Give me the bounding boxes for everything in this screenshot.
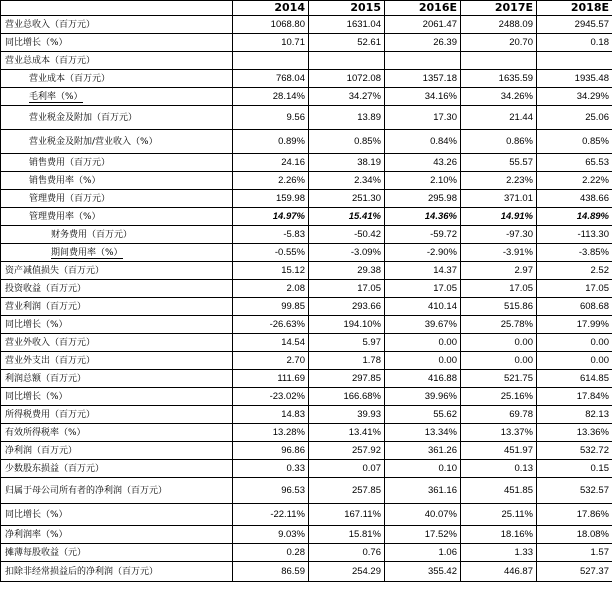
value-cell: 1635.59 — [461, 70, 537, 88]
table-row — [1, 34, 612, 52]
value-cell: 55.62 — [385, 406, 461, 424]
row-label — [1, 298, 233, 316]
row-label-text: 营业外收入（百万元） — [5, 337, 96, 348]
value-cell: 13.34% — [385, 424, 461, 442]
value-cell: 0.33 — [233, 460, 309, 478]
row-label-text: 扣除非经常损益后的净利润（百万元） — [5, 566, 159, 577]
value-cell: 9.03% — [233, 526, 309, 544]
value-cell: 15.12 — [233, 262, 309, 280]
table-row — [1, 16, 612, 34]
row-label — [1, 442, 233, 460]
value-cell — [309, 52, 385, 70]
row-label — [1, 504, 233, 526]
value-cell: 295.98 — [385, 190, 461, 208]
value-cell: -22.11% — [233, 504, 309, 526]
value-cell: 5.97 — [309, 334, 385, 352]
value-cell: 96.86 — [233, 442, 309, 460]
value-cell: 532.57 — [537, 478, 612, 504]
value-cell: 34.16% — [385, 88, 461, 106]
row-label-text: 管理费用率（%） — [29, 211, 101, 222]
value-cell: 166.68% — [309, 388, 385, 406]
row-label — [1, 262, 233, 280]
value-cell: 17.99% — [537, 316, 612, 334]
value-cell: -23.02% — [233, 388, 309, 406]
value-cell: 2488.09 — [461, 16, 537, 34]
value-cell: 768.04 — [233, 70, 309, 88]
value-cell: 0.10 — [385, 460, 461, 478]
value-cell: 34.29% — [537, 88, 612, 106]
value-cell: 14.54 — [233, 334, 309, 352]
header-blank-cell — [1, 1, 233, 16]
value-cell: 1.33 — [461, 544, 537, 562]
value-cell — [461, 52, 537, 70]
row-label-text: 销售费用率（%） — [29, 175, 101, 186]
value-cell: 86.59 — [233, 562, 309, 582]
value-cell: 14.36% — [385, 208, 461, 226]
row-label — [1, 172, 233, 190]
value-cell: 69.78 — [461, 406, 537, 424]
row-label — [1, 190, 233, 208]
value-cell: 0.13 — [461, 460, 537, 478]
row-label-text: 同比增长（%） — [5, 509, 68, 520]
row-label-text: 净利润率（%） — [5, 529, 68, 540]
value-cell: 15.81% — [309, 526, 385, 544]
value-cell: 2.52 — [537, 262, 612, 280]
value-cell: 17.52% — [385, 526, 461, 544]
value-cell: 40.07% — [385, 504, 461, 526]
header-row — [1, 1, 612, 16]
value-cell: 10.71 — [233, 34, 309, 52]
row-label-text: 少数股东损益（百万元） — [5, 463, 105, 474]
row-label-text: 期间费用率（%） — [51, 247, 123, 258]
value-cell: 251.30 — [309, 190, 385, 208]
table-row — [1, 172, 612, 190]
row-label-text: 管理费用（百万元） — [29, 193, 111, 204]
value-cell: 0.00 — [461, 352, 537, 370]
value-cell: 355.42 — [385, 562, 461, 582]
value-cell: 2.10% — [385, 172, 461, 190]
value-cell: 17.05 — [461, 280, 537, 298]
value-cell: -50.42 — [309, 226, 385, 244]
row-label-text: 毛利率（%） — [29, 91, 83, 102]
value-cell: 293.66 — [309, 298, 385, 316]
value-cell: 257.92 — [309, 442, 385, 460]
row-label-text: 营业总成本（百万元） — [5, 55, 96, 66]
value-cell: 1935.48 — [537, 70, 612, 88]
year-header: 2014 — [233, 1, 309, 16]
table-row — [1, 106, 612, 130]
value-cell: 0.76 — [309, 544, 385, 562]
row-label-text: 投资收益（百万元） — [5, 283, 87, 294]
value-cell: 2.70 — [233, 352, 309, 370]
row-label-text: 营业成本（百万元） — [29, 73, 111, 84]
value-cell: 17.05 — [385, 280, 461, 298]
value-cell: -0.55% — [233, 244, 309, 262]
value-cell: 111.69 — [233, 370, 309, 388]
value-cell: 521.75 — [461, 370, 537, 388]
table-row — [1, 442, 612, 460]
table-row — [1, 406, 612, 424]
value-cell: 38.19 — [309, 154, 385, 172]
row-label — [1, 460, 233, 478]
value-cell: 416.88 — [385, 370, 461, 388]
table-row — [1, 370, 612, 388]
value-cell: -59.72 — [385, 226, 461, 244]
row-label — [1, 478, 233, 504]
value-cell: 254.29 — [309, 562, 385, 582]
table-row — [1, 352, 612, 370]
row-label-text: 净利润（百万元） — [5, 445, 78, 456]
row-label-text: 所得税费用（百万元） — [5, 409, 96, 420]
value-cell: 28.14% — [233, 88, 309, 106]
value-cell: 527.37 — [537, 562, 612, 582]
value-cell: 13.41% — [309, 424, 385, 442]
row-label-text: 营业利润（百万元） — [5, 301, 87, 312]
row-label — [1, 244, 233, 262]
value-cell: 17.05 — [309, 280, 385, 298]
value-cell: 167.11% — [309, 504, 385, 526]
value-cell: 34.27% — [309, 88, 385, 106]
row-label — [1, 16, 233, 34]
row-label-text: 销售费用（百万元） — [29, 157, 111, 168]
value-cell: 532.72 — [537, 442, 612, 460]
value-cell: 13.28% — [233, 424, 309, 442]
row-label — [1, 424, 233, 442]
table-row — [1, 504, 612, 526]
row-label — [1, 352, 233, 370]
value-cell: 9.56 — [233, 106, 309, 130]
value-cell: 1.57 — [537, 544, 612, 562]
value-cell — [537, 52, 612, 70]
value-cell: -97.30 — [461, 226, 537, 244]
value-cell: 371.01 — [461, 190, 537, 208]
value-cell: 39.93 — [309, 406, 385, 424]
row-label — [1, 52, 233, 70]
value-cell: 159.98 — [233, 190, 309, 208]
value-cell: 13.37% — [461, 424, 537, 442]
value-cell: 0.00 — [385, 352, 461, 370]
value-cell: 194.10% — [309, 316, 385, 334]
value-cell: 0.00 — [537, 334, 612, 352]
table-row — [1, 526, 612, 544]
year-header: 2018E — [537, 1, 612, 16]
value-cell: -113.30 — [537, 226, 612, 244]
value-cell: 18.16% — [461, 526, 537, 544]
value-cell: 515.86 — [461, 298, 537, 316]
table-row — [1, 388, 612, 406]
table-row — [1, 154, 612, 172]
value-cell: 0.86% — [461, 130, 537, 154]
value-cell: 17.05 — [537, 280, 612, 298]
value-cell: 21.44 — [461, 106, 537, 130]
value-cell: 297.85 — [309, 370, 385, 388]
row-label — [1, 406, 233, 424]
value-cell: 52.61 — [309, 34, 385, 52]
row-label-text: 摊薄每股收益（元） — [5, 547, 87, 558]
value-cell: 99.85 — [233, 298, 309, 316]
row-label — [1, 130, 233, 154]
value-cell — [385, 52, 461, 70]
value-cell: 0.85% — [537, 130, 612, 154]
value-cell: 1072.08 — [309, 70, 385, 88]
row-label — [1, 226, 233, 244]
value-cell: 25.78% — [461, 316, 537, 334]
value-cell: 361.26 — [385, 442, 461, 460]
table-row — [1, 130, 612, 154]
table-row — [1, 208, 612, 226]
value-cell: -3.09% — [309, 244, 385, 262]
value-cell: 451.97 — [461, 442, 537, 460]
value-cell: 0.00 — [385, 334, 461, 352]
row-label — [1, 562, 233, 582]
value-cell: -3.91% — [461, 244, 537, 262]
value-cell: 18.08% — [537, 526, 612, 544]
table-row — [1, 190, 612, 208]
value-cell: 0.15 — [537, 460, 612, 478]
table-row — [1, 478, 612, 504]
row-label-text: 同比增长（%） — [5, 391, 68, 402]
row-label — [1, 544, 233, 562]
value-cell: 25.16% — [461, 388, 537, 406]
row-label — [1, 526, 233, 544]
row-label — [1, 316, 233, 334]
value-cell: 17.86% — [537, 504, 612, 526]
value-cell: 24.16 — [233, 154, 309, 172]
table-row — [1, 70, 612, 88]
table-row — [1, 562, 612, 582]
row-label-text: 资产减值损失（百万元） — [5, 265, 105, 276]
row-label — [1, 280, 233, 298]
value-cell: 20.70 — [461, 34, 537, 52]
row-label-text: 归属于母公司所有者的净利润（百万元） — [5, 485, 168, 496]
value-cell: 1.06 — [385, 544, 461, 562]
value-cell: 13.89 — [309, 106, 385, 130]
value-cell: 39.96% — [385, 388, 461, 406]
value-cell: 0.84% — [385, 130, 461, 154]
table-row — [1, 460, 612, 478]
row-label-text: 财务费用（百万元） — [51, 229, 133, 240]
value-cell: 0.00 — [537, 352, 612, 370]
year-header: 2017E — [461, 1, 537, 16]
row-label-text: 同比增长（%） — [5, 319, 68, 330]
table-row — [1, 226, 612, 244]
row-label-text: 营业税金及附加（百万元） — [29, 112, 138, 123]
row-label — [1, 154, 233, 172]
value-cell: 14.37 — [385, 262, 461, 280]
value-cell: 96.53 — [233, 478, 309, 504]
row-label — [1, 388, 233, 406]
value-cell: 2.22% — [537, 172, 612, 190]
value-cell: 14.97% — [233, 208, 309, 226]
value-cell: 438.66 — [537, 190, 612, 208]
row-label-text: 利润总额（百万元） — [5, 373, 87, 384]
value-cell: 25.06 — [537, 106, 612, 130]
value-cell: 0.00 — [461, 334, 537, 352]
value-cell: -3.85% — [537, 244, 612, 262]
row-label — [1, 334, 233, 352]
row-label-text: 有效所得税率（%） — [5, 427, 86, 438]
table-row — [1, 280, 612, 298]
table-row — [1, 244, 612, 262]
row-label — [1, 106, 233, 130]
value-cell: 0.85% — [309, 130, 385, 154]
table-row — [1, 334, 612, 352]
value-cell — [233, 52, 309, 70]
value-cell: 15.41% — [309, 208, 385, 226]
table-row — [1, 316, 612, 334]
row-label — [1, 208, 233, 226]
value-cell: 257.85 — [309, 478, 385, 504]
value-cell: 2.08 — [233, 280, 309, 298]
row-label-text: 营业税金及附加/营业收入（%） — [29, 136, 158, 147]
value-cell: 26.39 — [385, 34, 461, 52]
year-header: 2016E — [385, 1, 461, 16]
value-cell: 1357.18 — [385, 70, 461, 88]
row-label-text: 同比增长（%） — [5, 37, 68, 48]
value-cell: 2.26% — [233, 172, 309, 190]
table-row — [1, 262, 612, 280]
value-cell: 410.14 — [385, 298, 461, 316]
value-cell: 65.53 — [537, 154, 612, 172]
value-cell: 608.68 — [537, 298, 612, 316]
year-header: 2015 — [309, 1, 385, 16]
value-cell: -2.90% — [385, 244, 461, 262]
value-cell: 0.28 — [233, 544, 309, 562]
table-body — [1, 16, 612, 582]
row-label — [1, 70, 233, 88]
table-row — [1, 544, 612, 562]
value-cell: -5.83 — [233, 226, 309, 244]
value-cell: 2.34% — [309, 172, 385, 190]
value-cell: 1.78 — [309, 352, 385, 370]
value-cell: 2061.47 — [385, 16, 461, 34]
value-cell: 29.38 — [309, 262, 385, 280]
table-row — [1, 298, 612, 316]
value-cell: 446.87 — [461, 562, 537, 582]
row-label — [1, 370, 233, 388]
table-row — [1, 52, 612, 70]
table-row — [1, 88, 612, 106]
row-label-text: 营业外支出（百万元） — [5, 355, 96, 366]
value-cell: 0.89% — [233, 130, 309, 154]
table-row — [1, 424, 612, 442]
value-cell: 55.57 — [461, 154, 537, 172]
row-label-text: 营业总收入（百万元） — [5, 19, 96, 30]
value-cell: 2.97 — [461, 262, 537, 280]
value-cell: 2.23% — [461, 172, 537, 190]
value-cell: 14.83 — [233, 406, 309, 424]
value-cell: -26.63% — [233, 316, 309, 334]
value-cell: 2945.57 — [537, 16, 612, 34]
value-cell: 0.18 — [537, 34, 612, 52]
value-cell: 82.13 — [537, 406, 612, 424]
value-cell: 34.26% — [461, 88, 537, 106]
value-cell: 39.67% — [385, 316, 461, 334]
value-cell: 25.11% — [461, 504, 537, 526]
row-label — [1, 34, 233, 52]
row-label — [1, 88, 233, 106]
value-cell: 361.16 — [385, 478, 461, 504]
value-cell: 43.26 — [385, 154, 461, 172]
value-cell: 451.85 — [461, 478, 537, 504]
value-cell: 13.36% — [537, 424, 612, 442]
value-cell: 14.89% — [537, 208, 612, 226]
value-cell: 14.91% — [461, 208, 537, 226]
value-cell: 1068.80 — [233, 16, 309, 34]
value-cell: 17.30 — [385, 106, 461, 130]
value-cell: 17.84% — [537, 388, 612, 406]
value-cell: 1631.04 — [309, 16, 385, 34]
value-cell: 0.07 — [309, 460, 385, 478]
value-cell: 614.85 — [537, 370, 612, 388]
